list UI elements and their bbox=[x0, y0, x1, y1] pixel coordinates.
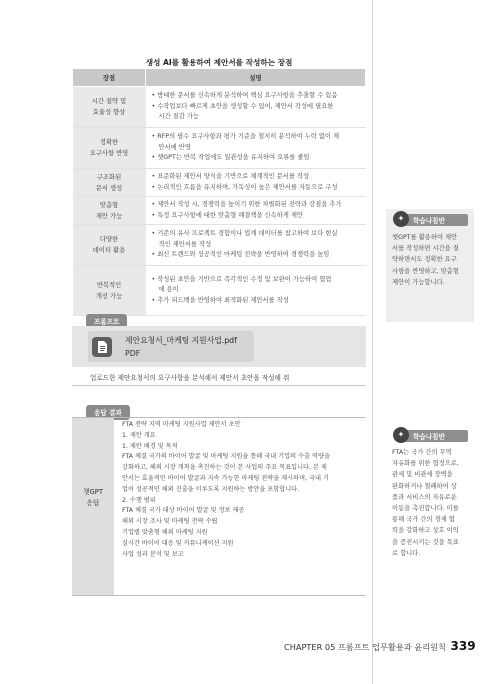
row-desc bbox=[146, 169, 366, 197]
prompt-text: 업로드한 제안요청서의 요구사항을 분석해서 제안서 초안을 작성해 줘 bbox=[90, 374, 290, 382]
side-note-line: 로 합니다. bbox=[392, 549, 421, 557]
key-line: 시간 절약 및 bbox=[91, 98, 127, 105]
desc-line: • 표준화된 제안서 양식을 기반으로 체계적인 문서를 작성 bbox=[151, 173, 310, 180]
prompt-tag: 프롬프트 bbox=[86, 314, 127, 329]
key-line: 반복적인 bbox=[96, 281, 122, 289]
key-line: 다양한 bbox=[99, 236, 119, 243]
response-tag: 응답 결과 bbox=[86, 405, 130, 420]
side-note-line: 자유화를 위한 협정으로, bbox=[392, 460, 459, 468]
side-note-line: 력을 강화하고 상호 이익 bbox=[392, 527, 459, 535]
compass-icon: ✦ bbox=[393, 211, 409, 227]
row-key bbox=[73, 266, 146, 316]
desc-line: 시간 절감 가능 bbox=[158, 113, 199, 121]
row-desc bbox=[146, 225, 366, 266]
advantages-table bbox=[72, 68, 366, 316]
divider bbox=[72, 595, 366, 596]
side-note-header bbox=[396, 214, 468, 226]
side-note-title: 학습나침반 bbox=[413, 217, 445, 225]
key-line: 효율성 향상 bbox=[92, 109, 126, 116]
key-line: 데이터 활용 bbox=[92, 247, 126, 254]
side-note-line: 사항을 반영하고, 맞춤형 bbox=[392, 267, 459, 275]
margin-divider bbox=[372, 0, 373, 684]
side-note-line: 을 증진시키는 것을 목표 bbox=[392, 538, 459, 546]
response-label-line: 챗GPT bbox=[82, 488, 104, 496]
key-line: 정확한 bbox=[99, 139, 119, 146]
side-note-line: 품과 서비스의 자유로운 bbox=[392, 493, 457, 501]
document-icon bbox=[92, 337, 112, 357]
response-line: 해외 시장 조사 및 마케팅 전략 수립 bbox=[122, 518, 218, 526]
response-line: 강화하고, 해외 시장 개척을 촉진하는 것이 본 사업의 주요 목표입니다. 본 제 bbox=[122, 464, 327, 472]
desc-line: • 제안서 작성 시, 경쟁력을 높이기 위한 차별화된 전략과 강점을 추가 bbox=[151, 201, 342, 208]
row-desc bbox=[146, 266, 366, 316]
row-key bbox=[73, 87, 146, 128]
response-line: FTA 전략 지역 마케팅 지원사업 제안서 초안 bbox=[122, 421, 241, 428]
side-note-text bbox=[392, 232, 472, 288]
key-line: 구조화된 bbox=[96, 173, 122, 181]
row-desc bbox=[146, 197, 366, 225]
table-row bbox=[73, 128, 366, 169]
response-line: 사업 성과 분석 및 보고 bbox=[122, 550, 184, 558]
table-header-row bbox=[73, 69, 366, 87]
side-note-text bbox=[392, 447, 472, 559]
desc-line: • RFP의 필수 요구사항과 평가 기준을 철저히 분석하여 누락 없이 제 bbox=[151, 133, 340, 141]
side-note-line: 제안이 가능합니다. bbox=[392, 278, 445, 286]
compass-icon: ✦ bbox=[393, 427, 409, 443]
side-note-line: FTA는 국가 간의 무역 bbox=[392, 449, 452, 456]
side-note-line: 이동을 촉진합니다. 이를 bbox=[392, 505, 459, 513]
response-label-line: 응답 bbox=[86, 499, 100, 507]
header-description: 설명 bbox=[146, 69, 366, 87]
side-note-line: 챗GPT를 활용하여 제안 bbox=[392, 234, 458, 241]
response-line: 업이 성공적인 해외 진출을 이루도록 지원하는 방안을 포함합니다. bbox=[122, 485, 300, 493]
row-desc bbox=[146, 128, 366, 169]
response-line: 1. 제안 배경 및 목적 bbox=[122, 442, 178, 450]
desc-line: • 기존의 유사 프로젝트 경험이나 업계 데이터를 참고하여 보다 현실 bbox=[151, 230, 338, 238]
response-line: FTA 체결 국가 대상 바이어 발굴 및 정보 제공 bbox=[122, 507, 245, 515]
desc-line: • 챗GPT는 반복 작업에도 일관성을 유지하여 오류를 줄임 bbox=[151, 154, 310, 162]
response-line: 안서는 효율적인 바이어 발굴과 지속 가능한 마케팅 전략을 제시하며, 국내 기 bbox=[122, 474, 329, 482]
desc-line: 에 용이 bbox=[158, 286, 179, 294]
key-line: 요구사항 반영 bbox=[89, 150, 129, 157]
table-row bbox=[73, 87, 366, 128]
side-note-line: 완화하거나 철폐하여 상 bbox=[392, 482, 457, 490]
response-line: 1. 제안 개요 bbox=[122, 431, 156, 439]
file-type: PDF bbox=[125, 349, 141, 358]
file-name: 제안요청서_마케팅 지원사업.pdf bbox=[125, 336, 237, 345]
page-number: 339 bbox=[450, 639, 476, 653]
table-row bbox=[73, 197, 366, 225]
side-note-line: 서를 작성하면 시간을 절 bbox=[392, 245, 459, 253]
response-body bbox=[122, 418, 366, 560]
side-note-title: 학습나침반 bbox=[413, 433, 445, 441]
header-advantage: 장점 bbox=[73, 69, 146, 87]
desc-line: • 최신 트렌드와 성공적인 마케팅 전략을 반영하여 경쟁력을 높임 bbox=[151, 251, 330, 259]
response-line: FTA 체결 국가의 바이어 발굴 및 마케팅 지원을 통해 국내 기업의 수출 역량을 bbox=[122, 453, 330, 461]
table-row bbox=[73, 169, 366, 197]
row-key bbox=[73, 225, 146, 266]
desc-line: 안서에 반영 bbox=[158, 143, 191, 151]
desc-line: • 논리적인 흐름을 유지하며, 가독성이 높은 제안서를 자동으로 구성 bbox=[151, 183, 338, 191]
row-key bbox=[73, 128, 146, 169]
side-note-line: 통해 국가 간의 경제 협 bbox=[392, 516, 455, 524]
row-key bbox=[73, 169, 146, 197]
key-line: 개선 가능 bbox=[95, 292, 123, 300]
desc-line: • 추가 피드백을 반영하여 최적화된 제안서를 작성 bbox=[151, 296, 289, 304]
response-line: 실시간 바이어 대응 및 커뮤니케이션 지원 bbox=[122, 539, 234, 547]
table-title: 생성 AI를 활용하여 제안서를 작성하는 장점 bbox=[145, 58, 293, 67]
row-key bbox=[73, 197, 146, 225]
side-note-line: 약하면서도 정확한 요구 bbox=[392, 256, 457, 264]
desc-line: • 작성된 초안을 기반으로 즉각적인 수정 및 보완이 가능하여 협업 bbox=[151, 275, 332, 283]
chapter-title: CHAPTER 05 프롬프트 업무활용과 윤리원칙 bbox=[284, 642, 446, 652]
table-row bbox=[73, 266, 366, 316]
response-line: 기업별 맞춤형 해외 마케팅 지원 bbox=[122, 528, 208, 536]
row-desc bbox=[146, 87, 366, 128]
desc-line: • 수작업보다 빠르게 초안을 생성할 수 있어, 제안서 작성에 필요한 bbox=[151, 102, 334, 110]
desc-line: 적인 제안서를 작성 bbox=[158, 240, 212, 248]
desc-line: • 특정 요구사항에 대한 맞춤형 해결책을 신속하게 제안 bbox=[151, 211, 304, 219]
key-line: 제안 가능 bbox=[95, 212, 123, 220]
desc-line: • 방대한 문서를 신속하게 분석하여 핵심 요구사항을 추출할 수 있음 bbox=[151, 92, 338, 100]
response-line: 2. 수행 범위 bbox=[122, 496, 156, 504]
response-label bbox=[72, 487, 114, 509]
side-note-line: 관세 및 비관세 장벽을 bbox=[392, 471, 453, 479]
key-line: 문서 생성 bbox=[95, 184, 123, 192]
key-line: 맞춤형 bbox=[99, 201, 119, 209]
table-row bbox=[73, 225, 366, 266]
divider bbox=[72, 385, 366, 386]
page-footer bbox=[284, 639, 476, 653]
side-note-header bbox=[396, 430, 468, 442]
